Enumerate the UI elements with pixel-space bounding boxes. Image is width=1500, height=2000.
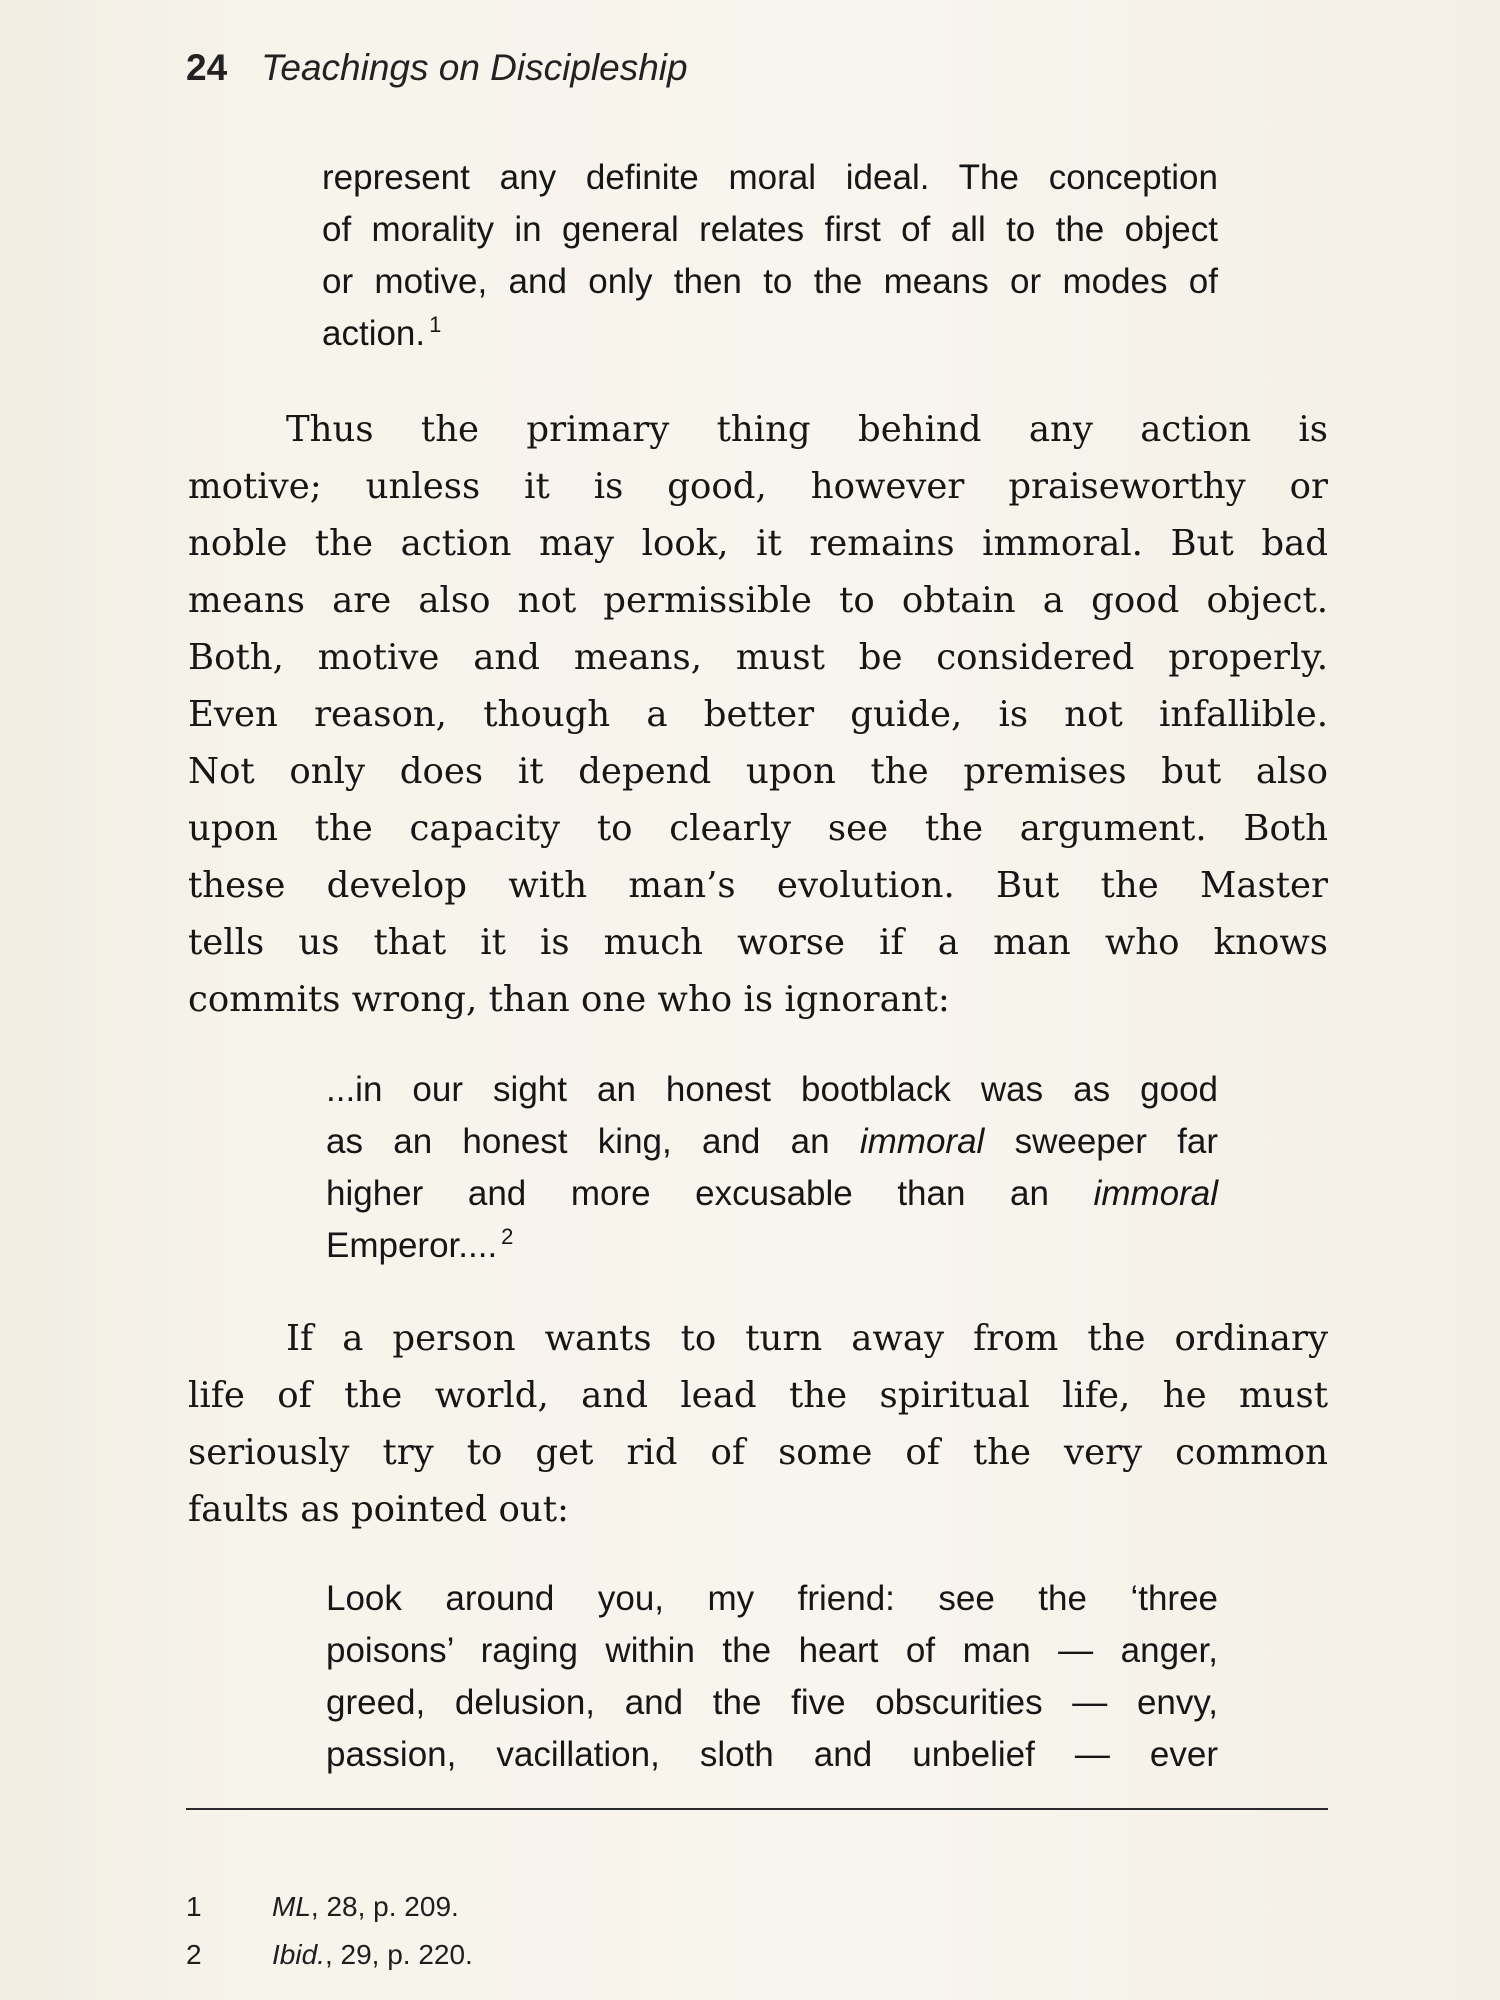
footnote: [186, 1931, 473, 1979]
footnote-source: Ibid.: [272, 1939, 325, 1970]
block-quote-2: [326, 1064, 1218, 1272]
paragraph-line: Thus the primary thing behind any action is: [286, 409, 1328, 450]
footnote-number: 1: [186, 1891, 202, 1922]
running-title: Teachings on Discipleship: [261, 47, 688, 88]
running-header: [186, 44, 688, 92]
paragraph-line: upon the capacity to clearly see the argument. Both: [188, 808, 1328, 849]
paragraph-line: means are also not permissible to obtain a good object.: [188, 580, 1328, 621]
paragraph-line: commits wrong, than one who is ignorant:: [188, 979, 950, 1020]
quote-line: of morality in general relates first of all to the object: [322, 210, 1218, 249]
paragraph-line: faults as pointed out:: [188, 1489, 570, 1530]
quote-line: ...in our sight an honest bootblack was as good: [326, 1070, 1218, 1109]
paragraph-2: [188, 1310, 1328, 1538]
page-number: 24: [186, 47, 228, 88]
paragraph-line: Not only does it depend upon the premises but also: [188, 751, 1328, 792]
footnote-number: 2: [186, 1939, 202, 1970]
paragraph-1: [188, 401, 1328, 1028]
quote-line: [326, 1116, 1218, 1168]
quote-line-text: Emperor....: [326, 1226, 498, 1265]
footnote-ref-2: 2: [501, 1224, 514, 1250]
paragraph-line: seriously try to get rid of some of the very common: [188, 1432, 1328, 1473]
paragraph-line: these develop with man’s evolution. But the Master: [188, 865, 1328, 906]
quote-line: [322, 308, 1218, 360]
footnote-detail: , 28, p. 209.: [310, 1891, 459, 1922]
quote-line: poisons’ raging within the heart of man — anger,: [326, 1631, 1218, 1670]
footnotes: [186, 1883, 473, 1979]
quote-line-text: higher and more excusable than an: [326, 1174, 1094, 1213]
quote-line: Look around you, my friend: see the ‘three: [326, 1579, 1218, 1618]
quote-line: or motive, and only then to the means or modes of: [322, 262, 1218, 301]
quote-line: greed, delusion, and the five obscurities — envy,: [326, 1683, 1218, 1722]
paragraph-line: If a person wants to turn away from the ordinary: [286, 1318, 1328, 1359]
block-quote-3: [326, 1573, 1218, 1781]
block-quote-1: [322, 152, 1218, 360]
paragraph-line: noble the action may look, it remains immoral. But bad: [188, 523, 1328, 564]
paragraph-line: Both, motive and means, must be considered properly.: [188, 637, 1328, 678]
quote-line: represent any definite moral ideal. The conception: [322, 158, 1218, 197]
quote-line-text: sweeper far: [984, 1122, 1218, 1161]
paragraph-line: tells us that it is much worse if a man who knows: [188, 922, 1328, 963]
paragraph-line: Even reason, though a better guide, is not infallible.: [188, 694, 1328, 735]
quote-line-text: action.: [322, 314, 426, 353]
quote-emphasis: immoral: [1093, 1174, 1218, 1213]
footnote-source: ML: [272, 1891, 311, 1922]
footnote: [186, 1883, 473, 1931]
paragraph-line: life of the world, and lead the spiritual life, he must: [188, 1375, 1328, 1416]
quote-line: passion, vacillation, sloth and unbelief — ever: [326, 1735, 1218, 1774]
quote-line: [326, 1168, 1218, 1220]
quote-emphasis: immoral: [859, 1122, 985, 1161]
footnote-detail: , 29, p. 220.: [324, 1939, 473, 1970]
footnote-divider: [186, 1808, 1328, 1810]
footnote-ref-1: 1: [429, 312, 442, 338]
quote-line: [326, 1220, 1218, 1272]
quote-line-text: as an honest king, and an: [326, 1122, 860, 1161]
paragraph-line: motive; unless it is good, however praiseworthy or: [188, 466, 1328, 507]
